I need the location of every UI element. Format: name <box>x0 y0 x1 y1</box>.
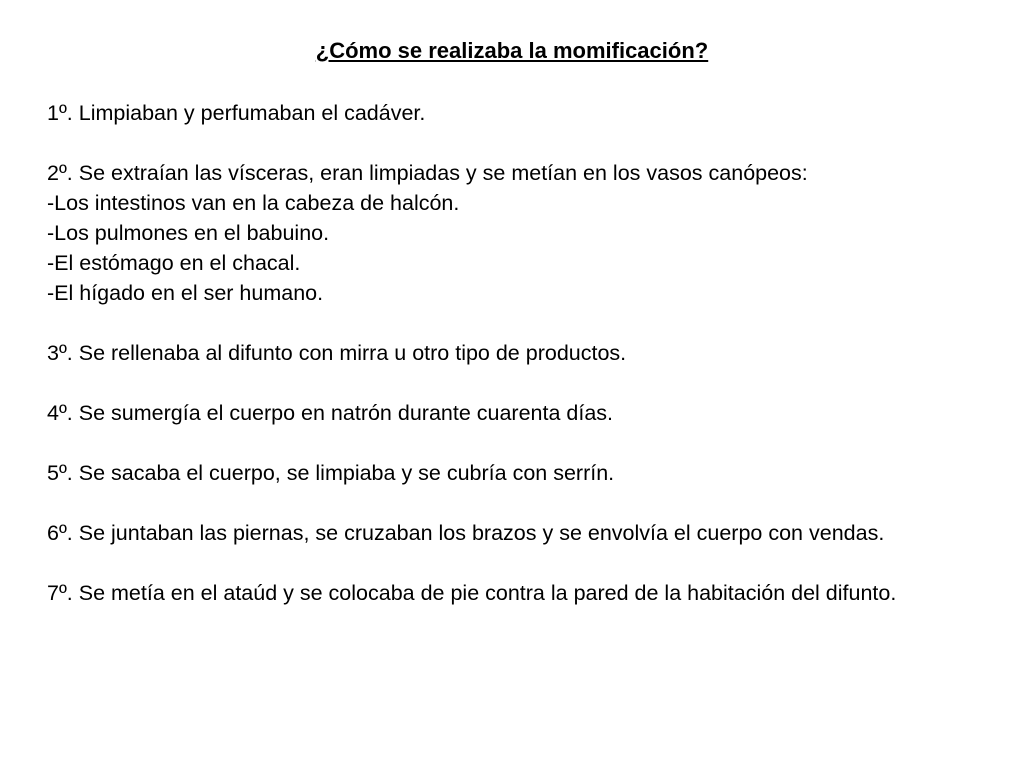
step-2-item-liver: -El hígado en el ser humano. <box>47 281 324 305</box>
slide-title: ¿Cómo se realizaba la momificación? <box>315 38 709 63</box>
step-2-item-stomach: -El estómago en el chacal. <box>47 251 301 275</box>
step-2 <box>47 158 985 308</box>
slide-body <box>47 98 985 638</box>
step-1: 1º. Limpiaban y perfumaban el cadáver. <box>47 101 426 125</box>
step-3: 3º. Se rellenaba al difunto con mirra u otro tipo de productos. <box>47 341 627 365</box>
step-2-intro: 2º. Se extraían las vísceras, eran limpiadas y se metían en los vasos canópeos: <box>47 161 808 185</box>
step-2-item-lungs: -Los pulmones en el babuino. <box>47 221 330 245</box>
step-7: 7º. Se metía en el ataúd y se colocaba de pie contra la pared de la habitación del difunto. <box>47 581 897 605</box>
step-6: 6º. Se juntaban las piernas, se cruzaban los brazos y se envolvía el cuerpo con vendas. <box>47 521 885 545</box>
step-5: 5º. Se sacaba el cuerpo, se limpiaba y se cubría con serrín. <box>47 461 615 485</box>
step-2-item-intestines: -Los intestinos van en la cabeza de halcón. <box>47 191 460 215</box>
step-4: 4º. Se sumergía el cuerpo en natrón durante cuarenta días. <box>47 401 614 425</box>
